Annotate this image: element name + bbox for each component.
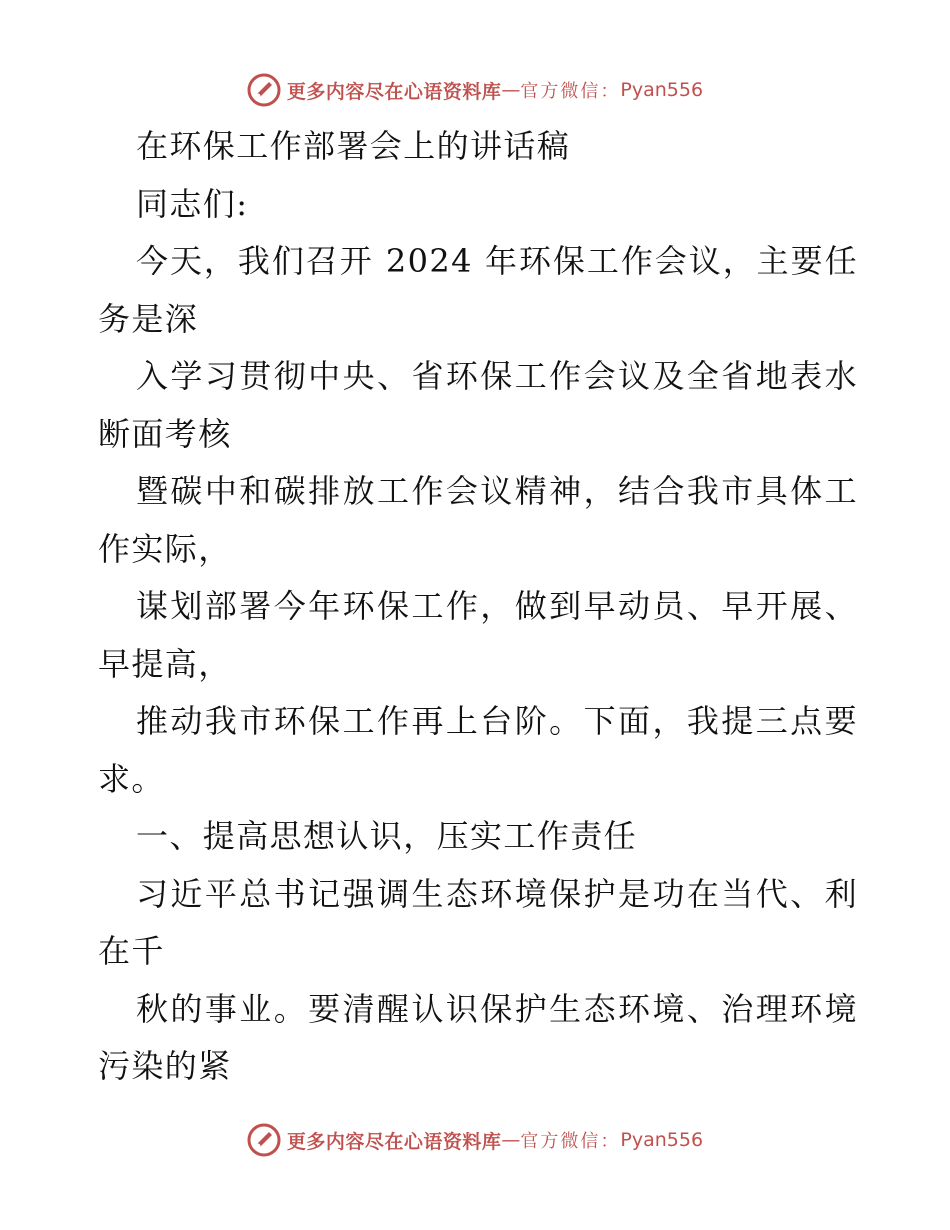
paragraph-line: 务是深 <box>98 299 199 338</box>
salutation: 同志们: <box>136 184 249 223</box>
paragraph-line: 推动我市环保工作再上台阶。下面，我提三点要 <box>136 702 858 740</box>
paragraph-line: 今天，我们召开 2024 年环保工作会议，主要任 <box>136 242 858 280</box>
header-watermark <box>0 70 950 110</box>
document-body <box>98 118 858 1096</box>
watermark-text: 更多内容尽在心语资料库 <box>286 1130 502 1153</box>
paragraph-line: 早提高， <box>98 644 232 683</box>
watermark-separator: — <box>501 1129 521 1151</box>
paragraph-line: 习近平总书记强调生态环境保护是功在当代、利 <box>136 874 858 913</box>
paragraph-line: 入学习贯彻中央、省环保工作会议及全省地表水 <box>136 357 858 395</box>
watermark-wechat-label: 官方微信： <box>520 81 621 102</box>
paragraph-line: 暨碳中和碳排放工作会议精神，结合我市具体工 <box>136 472 858 510</box>
section-heading: 一、提高思想认识，压实工作责任 <box>136 817 638 855</box>
watermark-wechat-label: 官方微信： <box>520 1131 621 1152</box>
watermark-separator: — <box>501 79 521 101</box>
brand-logo-icon <box>247 73 281 107</box>
paragraph-line: 污染的紧 <box>98 1047 232 1085</box>
paragraph-line: 求。 <box>98 759 165 798</box>
paragraph-line: 秋的事业。要清醒认识保护生态环境、治理环境 <box>136 989 858 1028</box>
watermark-wechat-id: Pyan556 <box>620 79 704 101</box>
brand-logo-icon <box>247 1123 281 1157</box>
paragraph-line: 作实际， <box>98 529 232 568</box>
watermark-wechat-id: Pyan556 <box>620 1129 704 1151</box>
watermark-text: 更多内容尽在心语资料库 <box>286 80 502 103</box>
paragraph-line: 断面考核 <box>98 414 232 453</box>
footer-watermark <box>0 1120 950 1160</box>
paragraph-line: 谋划部署今年环保工作，做到早动员、早开展、 <box>136 587 858 625</box>
document-title: 在环保工作部署会上的讲话稿 <box>136 127 571 165</box>
paragraph-line: 在千 <box>98 932 165 970</box>
